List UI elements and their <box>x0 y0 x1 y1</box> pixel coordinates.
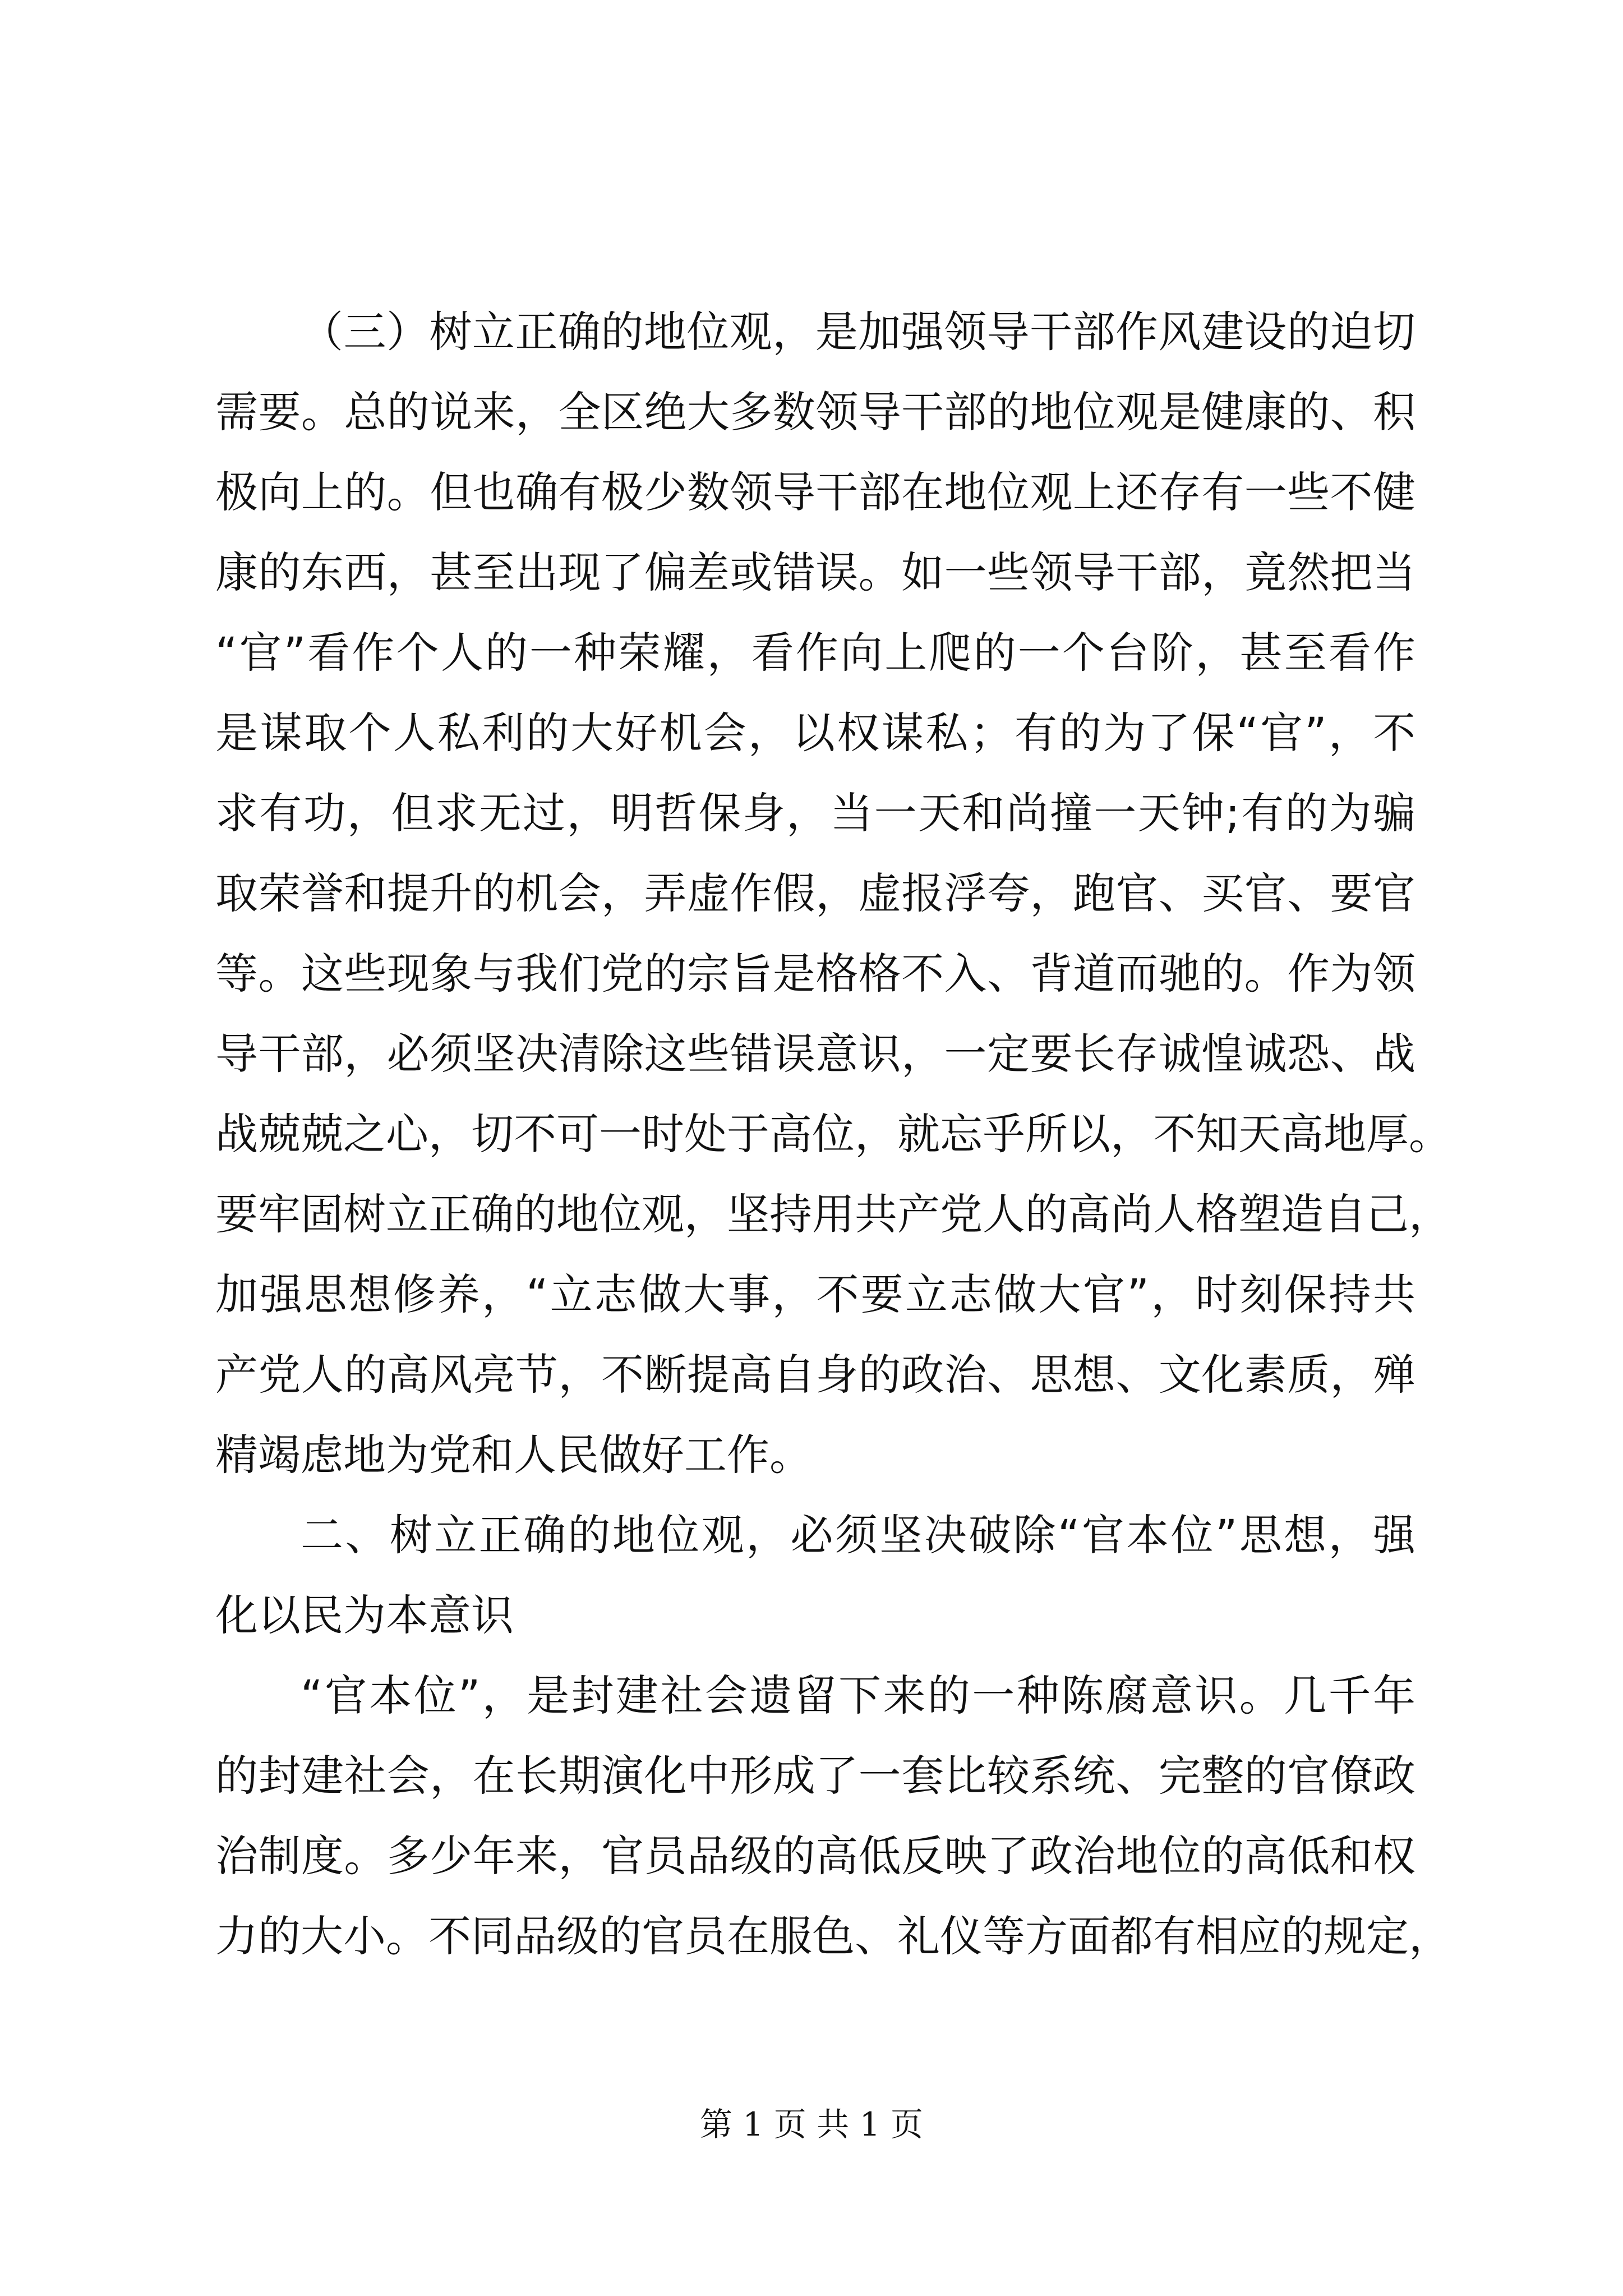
paragraph-status-view-urgency <box>215 292 1451 1495</box>
document-body <box>215 292 1451 1976</box>
text-line: “官”看作个人的一种荣耀，看作向上爬的一个台阶，甚至看作 <box>215 628 1415 678</box>
section-heading-two <box>215 1495 1415 1655</box>
text-line: 康的东西，甚至出现了偏差或错误。如一些领导干部，竟然把当 <box>215 547 1415 597</box>
text-line: “官本位”，是封建社会遗留下来的一种陈腐意识。几千年 <box>301 1671 1415 1720</box>
text-line: （三）树立正确的地位观，是加强领导干部作风建设的迫切 <box>301 307 1415 357</box>
text-line: 精竭虑地为党和人民做好工作。 <box>215 1430 812 1480</box>
text-line: 取荣誉和提升的机会，弄虚作假，虚报浮夸，跑官、买官、要官 <box>215 868 1415 918</box>
text-line: 治制度。多少年来，官员品级的高低反映了政治地位的高低和权 <box>215 1831 1415 1881</box>
heading-line: 化以民为本意识 <box>215 1590 514 1640</box>
text-line: 极向上的。但也确有极少数领导干部在地位观上还存有一些不健 <box>215 467 1415 517</box>
text-line: 要牢固树立正确的地位观，坚持用共产党人的高尚人格塑造自己， <box>215 1189 1451 1239</box>
page-number-footer: 第 1 页 共 1 页 <box>700 2105 923 2143</box>
text-line: 力的大小。不同品级的官员在服色、礼仪等方面都有相应的规定， <box>215 1911 1451 1961</box>
text-line: 等。这些现象与我们党的宗旨是格格不入、背道而驰的。作为领 <box>215 949 1415 999</box>
text-line: 的封建社会，在长期演化中形成了一套比较系统、完整的官僚政 <box>215 1751 1415 1801</box>
text-line: 加强思想修养，“立志做大事，不要立志做大官”，时刻保持共 <box>215 1269 1415 1319</box>
heading-line: 二、树立正确的地位观，必须坚决破除“官本位”思想，强 <box>301 1510 1415 1560</box>
text-line: 需要。总的说来，全区绝大多数领导干部的地位观是健康的、积 <box>215 387 1415 437</box>
text-line: 战兢兢之心，切不可一时处于高位，就忘乎所以，不知天高地厚。 <box>215 1109 1451 1159</box>
paragraph-guan-benwei <box>215 1655 1451 1976</box>
text-line: 是谋取个人私利的大好机会，以权谋私；有的为了保“官”，不 <box>215 708 1415 758</box>
text-line: 产党人的高风亮节，不断提高自身的政治、思想、文化素质，殚 <box>215 1350 1415 1400</box>
text-line: 导干部，必须坚决清除这些错误意识，一定要长存诚惶诚恐、战 <box>215 1029 1415 1079</box>
text-line: 求有功，但求无过，明哲保身，当一天和尚撞一天钟;有的为骗 <box>215 788 1415 838</box>
